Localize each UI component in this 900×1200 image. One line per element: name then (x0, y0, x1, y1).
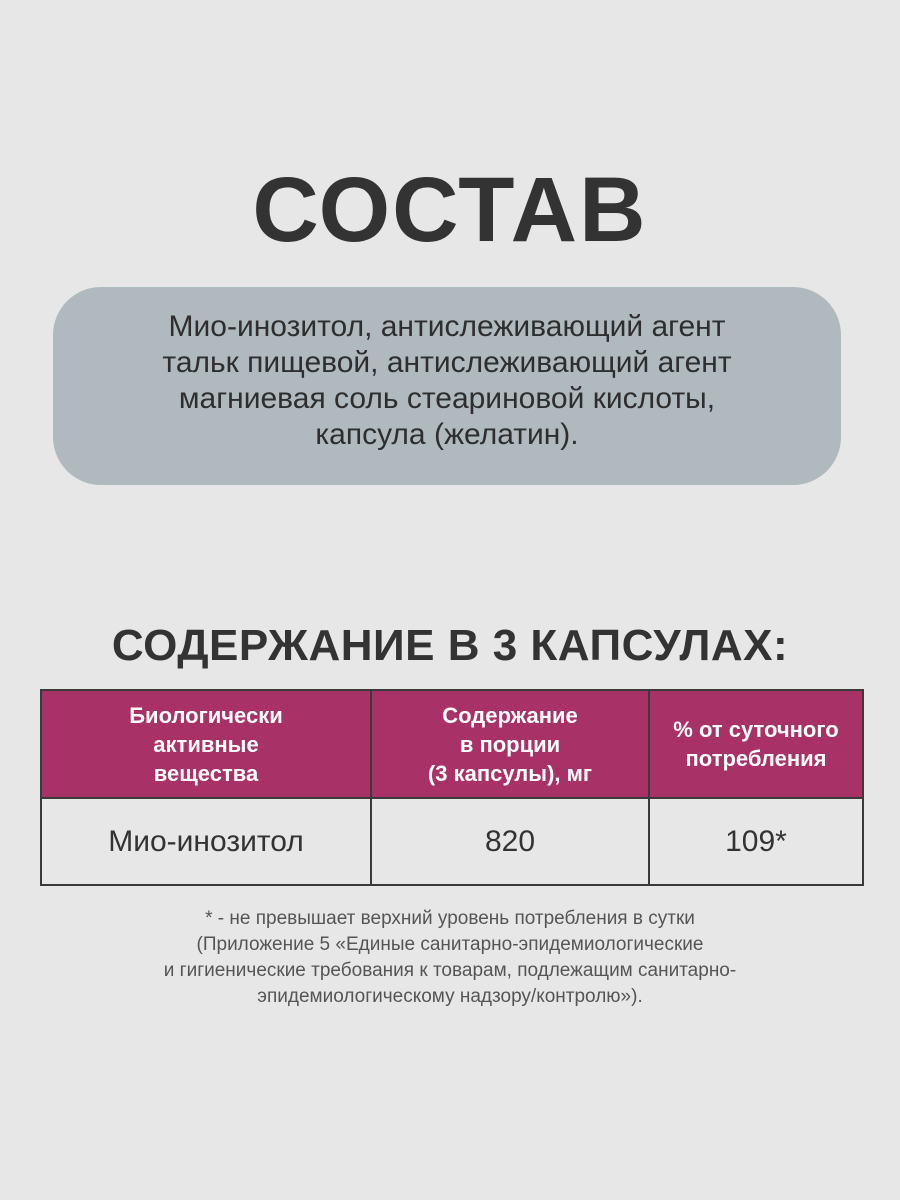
header-line: Биологически (129, 702, 283, 728)
cell-substance: Мио-инозитол (41, 798, 371, 885)
composition-box (53, 287, 841, 485)
header-line: активные (153, 731, 259, 757)
header-substances (41, 690, 371, 798)
footnote-line: и гигиенические требования к товарам, подлежащим санитарно- (163, 960, 737, 981)
nutrient-table (40, 689, 864, 886)
footnote (0, 906, 900, 1010)
composition-line: тальк пищевой, антислеживающий агент (162, 346, 732, 379)
header-line: потребления (685, 746, 827, 771)
composition-line: капсула (желатин). (315, 418, 579, 451)
table-row (41, 798, 863, 885)
composition-line: магниевая соль стеариновой кислоты, (178, 382, 716, 415)
section-subtitle: СОДЕРЖАНИЕ В 3 КАПСУЛАХ: (111, 621, 789, 670)
table-header-row (41, 690, 863, 798)
header-daily-percent (649, 690, 863, 798)
footnote-line: * - не превышает верхний уровень потребления в сутки (205, 908, 695, 929)
footnote-line: (Приложение 5 «Единые санитарно-эпидемиологические (196, 934, 704, 955)
header-line: в порции (459, 731, 561, 757)
footnote-line: эпидемиологическому надзору/контролю»). (257, 986, 643, 1007)
header-line: Содержание (442, 702, 578, 728)
header-line: вещества (153, 760, 259, 786)
page-title: СОСТАВ (252, 159, 648, 261)
composition-line: Мио-инозитол, антислеживающий агент (168, 310, 726, 343)
header-line: (3 капсулы), мг (427, 760, 593, 786)
cell-amount: 820 (371, 798, 649, 885)
cell-percent: 109* (649, 798, 863, 885)
header-content (371, 690, 649, 798)
header-line: % от суточного (673, 717, 839, 742)
